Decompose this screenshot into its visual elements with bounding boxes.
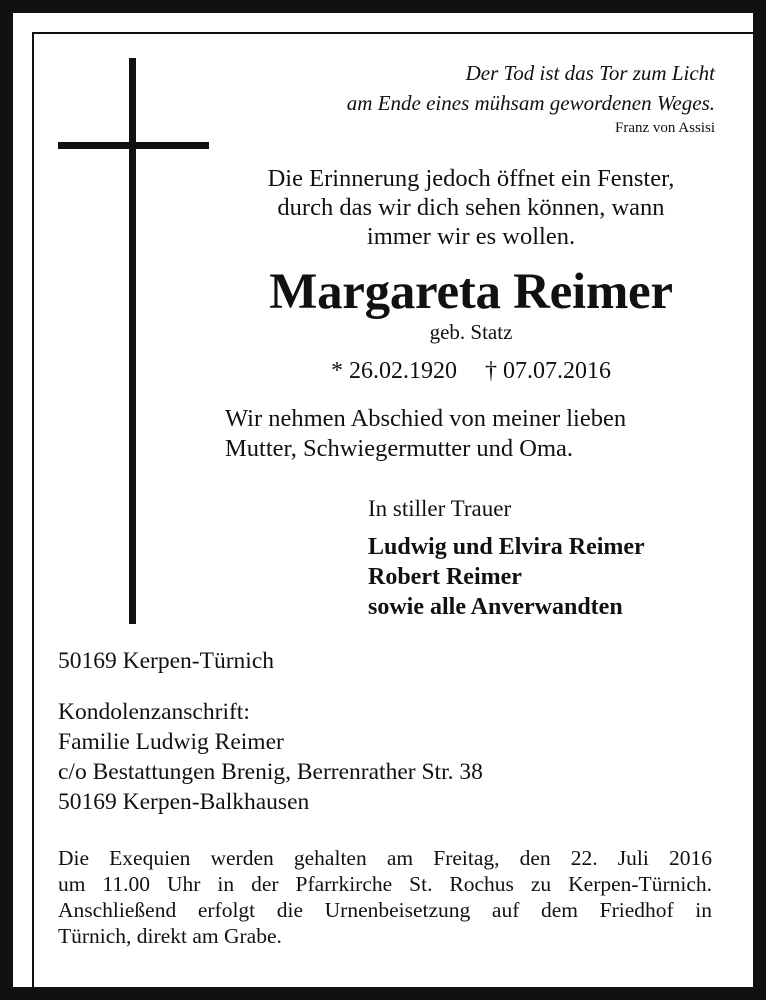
birth-name: geb. Statz [429,320,513,344]
memory-line: durch das wir dich sehen können, wann [277,194,665,221]
mourners-list [368,532,645,622]
location: 50169 Kerpen-Türnich [58,648,274,674]
farewell-text [225,404,715,464]
quote-line: Der Tod ist das Tor zum Licht [465,61,715,85]
service-notice [58,845,712,949]
deceased-name: Margareta Reimer [269,264,673,320]
address-line: c/o Bestattungen Brenig, Berrenrather Str. 38 [58,759,483,785]
mourner-name: sowie alle Anverwandten [368,594,623,620]
cross-horizontal-beam [58,142,209,149]
mourning-label: In stiller Trauer [368,496,512,521]
quote-author: Franz von Assisi [614,120,715,136]
memory-line: immer wir es wollen. [366,223,576,250]
mourner-name: Ludwig und Elvira Reimer [368,534,645,560]
mourner-name: Robert Reimer [368,564,522,590]
quote-line: am Ende eines mühsam gewordenen Weges. [346,91,715,115]
address-line: Kondolenzanschrift: [58,699,250,725]
address-line: Familie Ludwig Reimer [58,729,284,755]
farewell-line: Mutter, Schwiegermutter und Oma. [225,435,574,462]
address-line: 50169 Kerpen-Balkhausen [58,789,310,815]
memory-verse [206,164,736,251]
condolence-address [58,697,483,817]
service-line: Die Exequien werden gehalten am Freitag, den 22. Juli 2016 [58,846,712,870]
farewell-line: Wir nehmen Abschied von meiner lieben [225,405,627,432]
life-dates [206,356,736,386]
quote [347,58,715,118]
service-line: um 11.00 Uhr in der Pfarrkirche St. Rochus zu Kerpen-Türnich. [58,872,712,896]
birth-date: * 26.02.1920 [331,358,457,384]
service-line: Anschließend erfolgt die Urnenbeisetzung auf dem Friedhof in [58,898,712,922]
memory-line: Die Erinnerung jedoch öffnet ein Fenster, [267,165,675,192]
death-date: † 07.07.2016 [485,358,611,384]
service-line: Türnich, direkt am Grabe. [58,924,282,948]
